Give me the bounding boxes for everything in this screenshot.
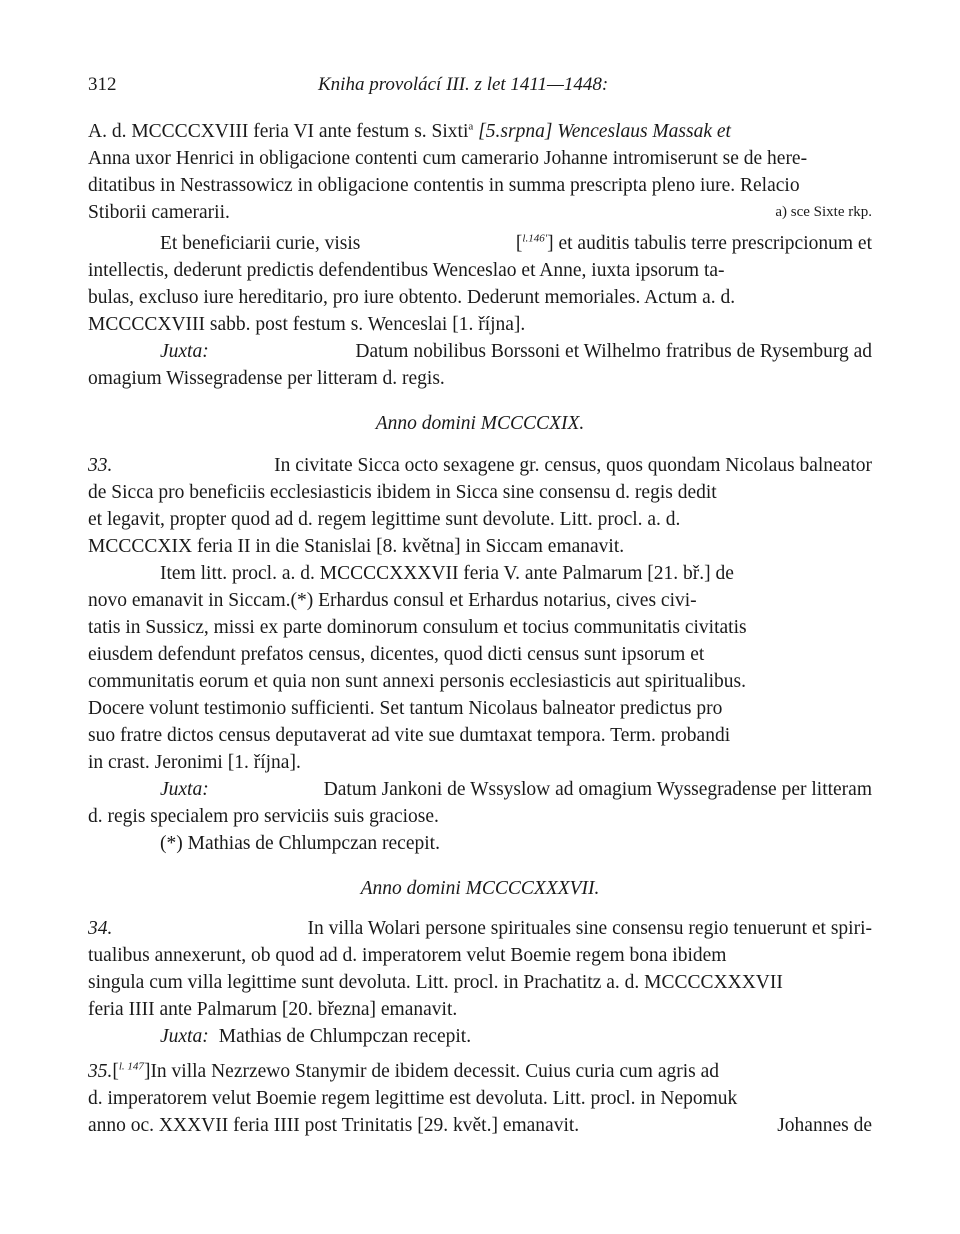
text-segment: Datum Jankoni de Wssyslow ad omagium Wyssegradense per litteram [323, 779, 872, 800]
text-segment: [$^{l.146'}$] et auditis tabulis terre prescripcionum et [515, 232, 872, 254]
juxta-label: Juxta: [160, 1026, 209, 1047]
text-segment: In villa Wolari persone spirituales sine consensu regio tenuerunt et spiri- [307, 918, 872, 939]
text-line: communitatis eorum et quia non sunt annexi personis ecclesiasticis aut spiritualibus. [88, 671, 746, 692]
text-line [160, 1023, 872, 1050]
text-line: tualibus annexerunt, ob quod ad d. imperatorem velut Boemie regem bona ibidem [88, 945, 727, 966]
text-line: (*) Mathias de Chlumpczan recepit. [160, 833, 440, 854]
text-line [160, 776, 872, 803]
running-title: Kniha provolácí III. z let 1411—1448: [318, 74, 609, 95]
folio-marker: l. 147 [118, 1060, 144, 1073]
text-line [88, 199, 872, 226]
entry-number: 34. [88, 918, 113, 939]
text-line [88, 118, 872, 145]
text-line: d. regis specialem pro serviciis suis graciose. [88, 806, 439, 827]
text-line: singula cum villa legittime sunt devoluta. Litt. procl. in Prachatitz a. d. MCCCCXXXVII [88, 972, 783, 993]
text-line: suo fratre dictos census deputaverat ad vite sue dumtaxat tempora. Term. probandi [88, 725, 731, 746]
text-line: et legavit, propter quod ad d. regem legittime sunt devolute. Litt. procl. a. d. [88, 509, 681, 530]
entry-number: 33. [88, 455, 113, 476]
text-line [88, 452, 872, 479]
page-header [88, 74, 870, 102]
text-line: Item litt. procl. a. d. MCCCCXXXVII feria V. ante Palmarum [21. bř.] de [160, 563, 734, 584]
entry-number: 35. [88, 1061, 113, 1082]
text-line: ditatibus in Nestrassowicz in obligacione contentis in summa prescripta pleno iure. Relacio [88, 175, 800, 196]
text-line: d. imperatorem velut Boemie regem legittime est devoluta. Litt. procl. in Nepomuk [88, 1088, 738, 1109]
text-line: MCCCCXVIII sabb. post festum s. Wenceslai [1. října]. [88, 314, 526, 335]
text-line: MCCCCXIX feria II in die Stanislai [8. května] in Siccam emanavit. [88, 536, 625, 557]
juxta-label: Juxta: [160, 341, 209, 362]
text-segment: A. d. MCCCCXVIII feria VI ante festum s. Sixti$^a$ [5.srpna] Wenceslaus Massak et [88, 120, 731, 142]
text-line: eiusdem defendunt prefatos census, dicentes, quod dicti census sunt ipsorum et [88, 644, 705, 665]
text-line: bulas, excluso iure hereditario, pro iure obtento. Dederunt memoriales. Actum a. d. [88, 287, 736, 308]
juxta-label: Juxta: [160, 779, 209, 800]
text-line: intellectis, dederunt predictis defendentibus Wenceslao et Anne, iuxta ipsorum ta- [88, 260, 725, 281]
text-line: Docere volunt testimonio sufficienti. Set tantum Nicolaus balneator predictus pro [88, 698, 723, 719]
footnote: a) sce Sixte rkp. [775, 204, 872, 220]
text-line: feria IIII ante Palmarum [20. března] emanavit. [88, 999, 458, 1020]
page-number: 312 [88, 74, 117, 95]
section-heading: Anno domini MCCCCXXXVII. [360, 878, 600, 899]
text-segment: In civitate Sicca octo sexagene gr. census, quos quondam Nicolaus balneator [274, 455, 872, 476]
text-line [160, 230, 872, 257]
footnote-marker: a [468, 120, 474, 133]
section-heading: Anno domini MCCCCXIX. [375, 413, 585, 434]
text-line [160, 338, 872, 365]
text-segment: Johannes de [777, 1115, 872, 1136]
text-line: in crast. Jeronimi [1. října]. [88, 752, 301, 773]
text-segment: anno oc. XXXVII feria IIII post Trinitatis [29. květ.] emanavit. [88, 1115, 580, 1136]
text-line [88, 915, 872, 942]
text-line [88, 1058, 872, 1085]
folio-marker: l.146' [522, 232, 548, 245]
text-line [88, 1112, 872, 1139]
text-segment: 35.[$^{l. 147}$]In villa Nezrzewo Stanymir de ibidem decessit. Cuius curia cum agris ad [88, 1060, 720, 1082]
text-line: novo emanavit in Siccam.(*) Erhardus consul et Erhardus notarius, cives civi- [88, 590, 697, 611]
text-segment: Datum nobilibus Borssoni et Wilhelmo fratribus de Rysemburg ad [355, 341, 872, 362]
text-line: Anna uxor Henrici in obligacione contenti cum camerario Johanne intromiserunt se de here- [88, 148, 808, 169]
text-segment: Et beneficiarii curie, visis [160, 233, 361, 254]
text-line: omagium Wissegradense per litteram d. regis. [88, 368, 445, 389]
text-segment: Stiborii camerarii. [88, 202, 230, 223]
text-line: de Sicca pro beneficiis ecclesiasticis ibidem in Sicca sine consensu d. regis dedit [88, 482, 717, 503]
text-segment: Mathias de Chlumpczan recepit. [218, 1026, 472, 1047]
text-line: tatis in Sussicz, missi ex parte dominorum consulum et tocius communitatis civitatis [88, 617, 747, 638]
